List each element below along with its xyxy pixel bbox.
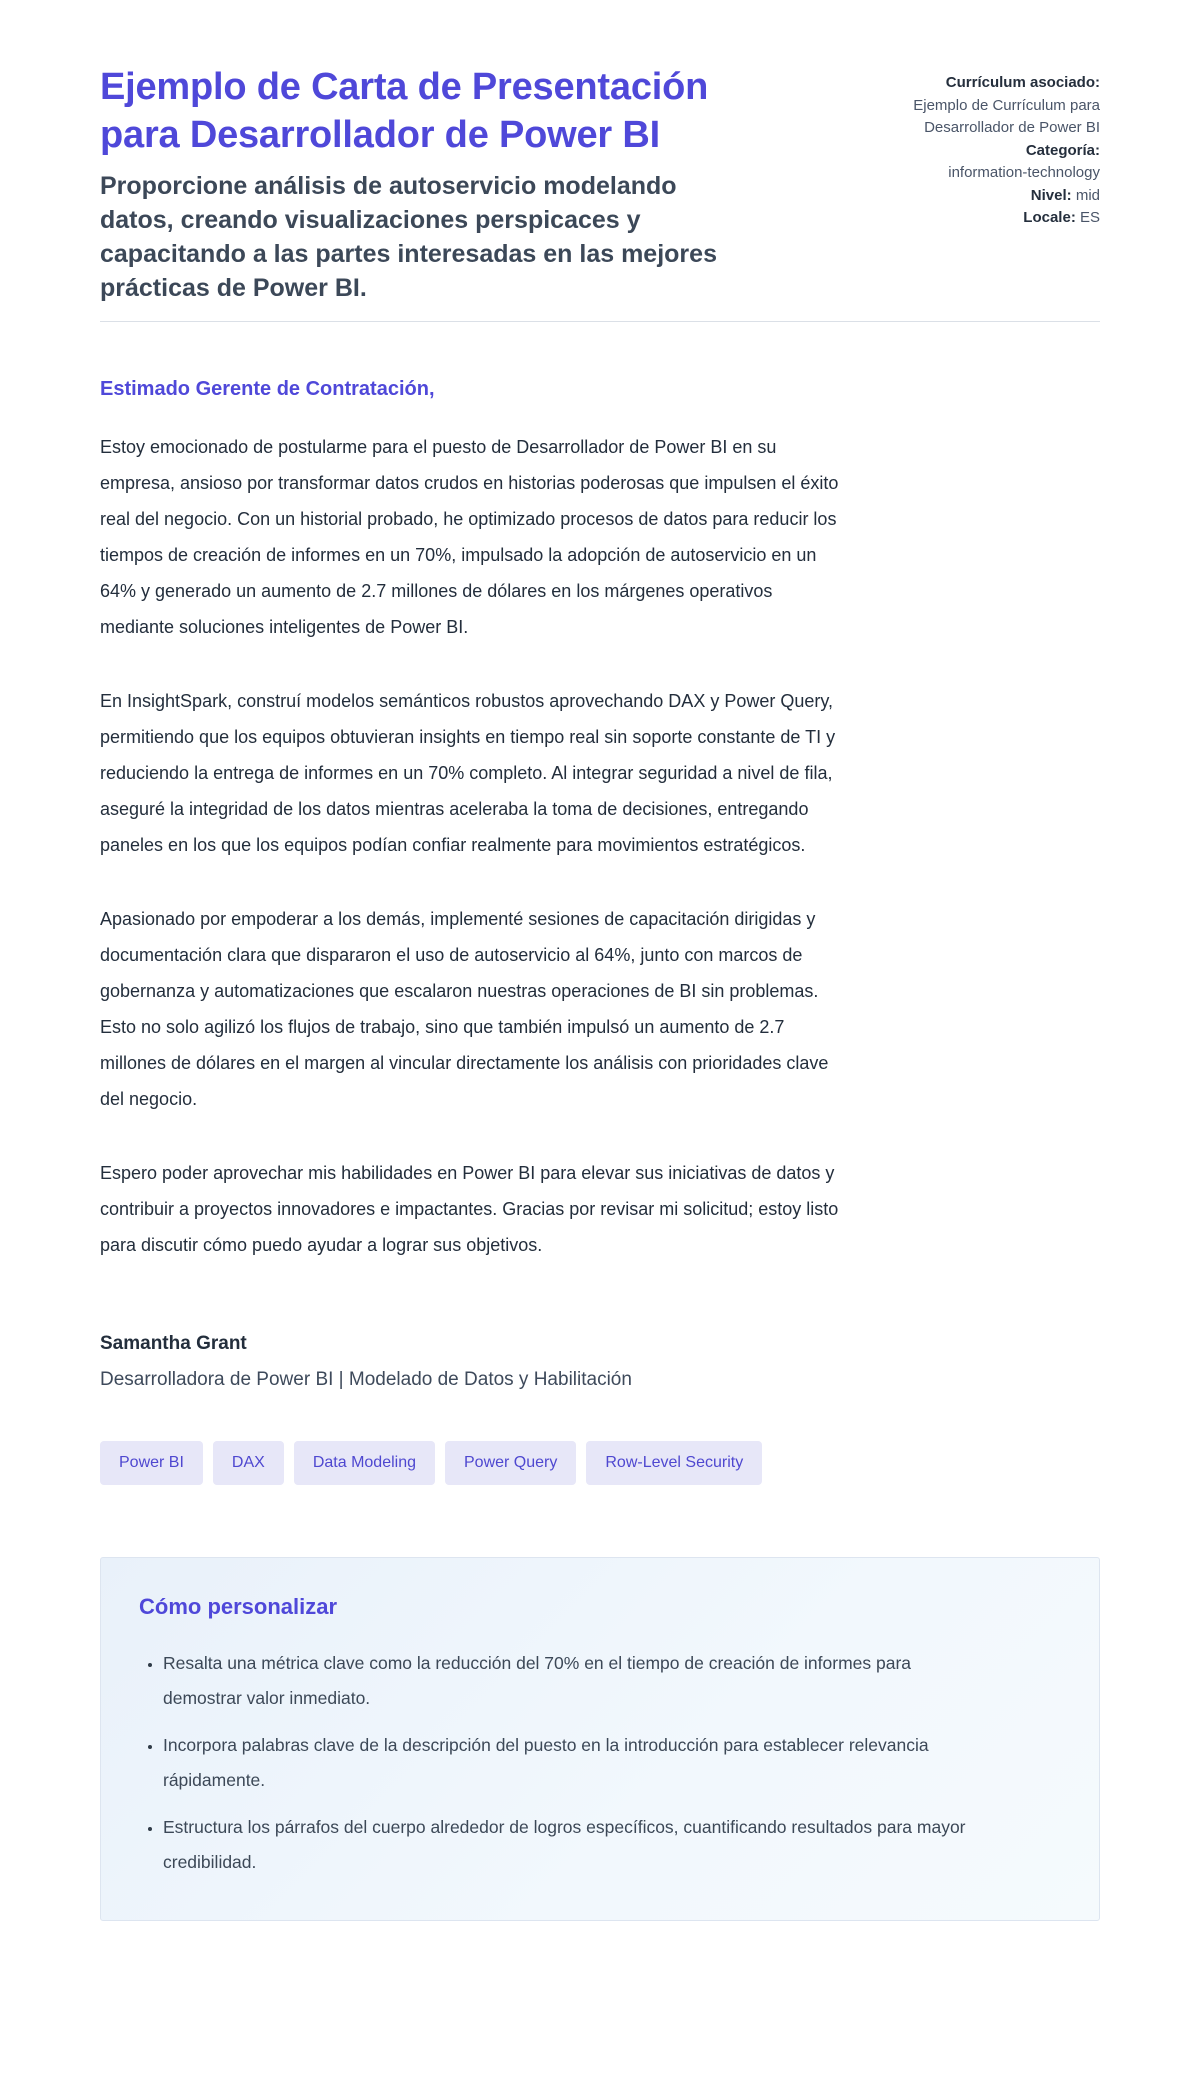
meta-level-label: Nivel: xyxy=(1030,186,1072,204)
tips-title: Cómo personalizar xyxy=(139,1594,338,1619)
signature-role: Desarrolladora de Power BI | Modelado de Datos y Habilitación xyxy=(100,1369,632,1390)
meta-locale-value: ES xyxy=(1079,209,1100,226)
tag-chip-power-query[interactable]: Power Query xyxy=(445,1441,576,1485)
meta-level-value: mid xyxy=(1075,186,1100,204)
tip-item: • Resalta una métrica clave como la reducción del 70% en el tiempo de creación de informes para demostrar valor inmediato. xyxy=(163,1646,979,1716)
meta-category-label: Categoría: xyxy=(1025,141,1100,159)
header xyxy=(100,64,1100,305)
meta-panel xyxy=(850,64,1100,230)
meta-locale-row xyxy=(850,207,1100,230)
meta-category-value: information-technology xyxy=(948,164,1100,181)
letter-paragraph: En InsightSpark, construí modelos semánticos robustos aprovechando DAX y Power Query, permitiendo que los equipos obtuvieran insights en tiempo real sin soporte constante de TI y reduciendo la entrega de informes en un 70% completo. Al integrar seguridad a nivel de fila, aseguré la integridad de los datos mientras aceleraba la toma de decisiones, entregando paneles en los que los equipos podían confiar realmente para movimientos estratégicos. xyxy=(100,691,836,855)
meta-resume-label: Currículum asociado: xyxy=(945,74,1100,91)
meta-locale-label: Locale: xyxy=(1023,209,1076,226)
letter-paragraph: Estoy emocionado de postularme para el puesto de Desarrollador de Power BI en su empresa, ansioso por transformar datos crudos en historias poderosas que impulsen el éxito real del negocio. Con un historial probado, he optimizado procesos de datos para reducir los tiempos de creación de informes en un 70%, impulsado la adopción de autoservicio en un 64% y generado un aumento de 2.7 millones de dólares en los márgenes operativos mediante soluciones inteligentes de Power BI. xyxy=(100,437,839,637)
cover-letter-page xyxy=(100,0,1100,1981)
tip-item: • Incorpora palabras clave de la descripción del puesto en la introducción para establecer relevancia rápidamente. xyxy=(163,1728,979,1798)
tag-chip-power-bi[interactable]: Power BI xyxy=(100,1441,203,1485)
letter-body xyxy=(100,378,1100,1485)
meta-level-row xyxy=(850,185,1100,208)
divider xyxy=(100,321,1100,322)
customization-tips-box xyxy=(100,1557,1100,1921)
page-subtitle: Proporcione análisis de autoservicio modelando datos, creando visualizaciones perspicaces y capacitando a las partes interesadas en las mejores prácticas de Power BI. xyxy=(100,172,717,302)
header-title-block xyxy=(100,64,760,305)
letter-paragraph: Espero poder aprovechar mis habilidades en Power BI para elevar sus iniciativas de datos y contribuir a proyectos innovadores e impactantes. Gracias por revisar mi solicitud; estoy listo para discutir cómo puedo ayudar a lograr sus objetivos. xyxy=(100,1163,839,1255)
page-title: Ejemplo de Carta de Presentación para Desarrollador de Power BI xyxy=(100,66,709,156)
tips-list xyxy=(139,1646,979,1880)
tag-chip-dax[interactable]: DAX xyxy=(213,1441,284,1485)
signature-name: Samantha Grant xyxy=(100,1333,247,1354)
tag-chip-row-level-security[interactable]: Row-Level Security xyxy=(586,1441,762,1485)
salutation: Estimado Gerente de Contratación, xyxy=(100,378,435,400)
letter-paragraph: Apasionado por empoderar a los demás, implementé sesiones de capacitación dirigidas y documentación clara que dispararon el uso de autoservicio al 64%, junto con marcos de gobernanza y automatizaciones que escalaron nuestras operaciones de BI sin problemas. Esto no solo agilizó los flujos de trabajo, sino que también impulsó un aumento de 2.7 millones de dólares en el margen al vincular directamente los análisis con prioridades clave del negocio. xyxy=(100,909,829,1109)
tag-chip-data-modeling[interactable]: Data Modeling xyxy=(294,1441,435,1485)
skill-tags xyxy=(100,1441,1100,1485)
tip-item: • Estructura los párrafos del cuerpo alrededor de logros específicos, cuantificando resultados para mayor credibilidad. xyxy=(163,1810,979,1880)
meta-resume-value: Ejemplo de Currículum para Desarrollador de Power BI xyxy=(913,96,1100,136)
